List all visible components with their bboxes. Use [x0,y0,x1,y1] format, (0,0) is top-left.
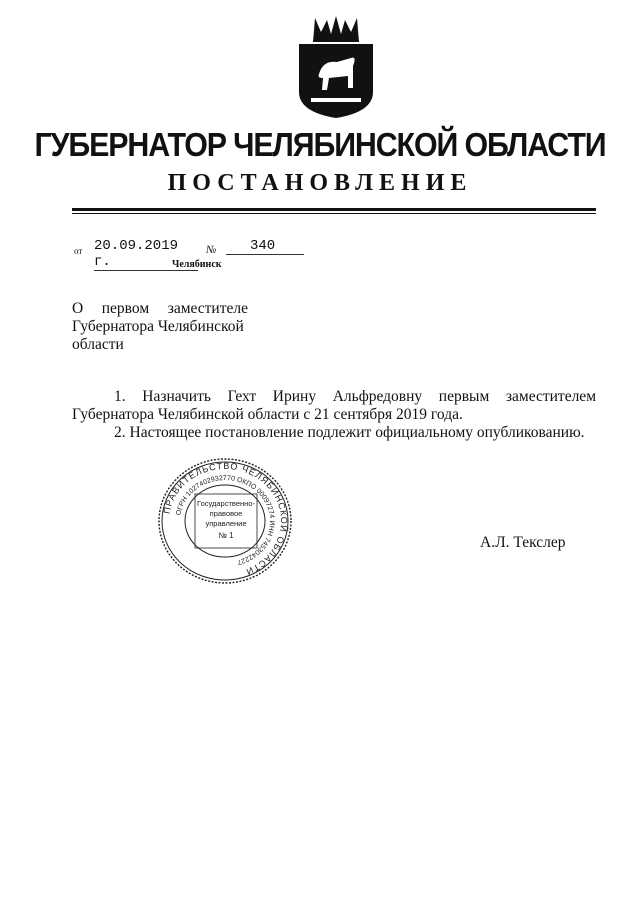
header-rule-thick [72,208,596,211]
subject-line: области [72,336,124,353]
from-label: от [74,246,83,256]
issue-city: Челябинск [172,259,222,270]
seal-inner-line: № 1 [218,531,234,540]
decree-date: 20.09.2019 г. [94,238,198,271]
seal-inner-line: управление [205,519,247,528]
decree-number: 340 [226,238,304,255]
official-seal-stamp [155,456,295,586]
seal-outer-text: ПРАВИТЕЛЬСТВО ЧЕЛЯБИНСКОЙ ОБЛАСТИ [161,460,290,578]
signatory-name: А.Л. Текслер [480,534,566,551]
seal-codes-text: ОГРН 1027402932770 ОКПО 00097274 ИНН 7453042227 [175,474,276,566]
body-paragraph-1: 1. Назначить Гехт Ирину Альфредовну первым заместителем Губернатора Челябинской области с 21 сентября 2019 года. [72,388,596,423]
decree-subject [72,300,248,354]
seal-inner-line: Государственно- [197,499,255,508]
header-rule-thin [72,213,596,214]
number-label: № [206,244,217,256]
document-type: ПОСТАНОВЛЕНИЕ [167,170,473,196]
subject-line: О первом заместителе [72,300,248,317]
body-paragraph-2: 2. Настоящее постановление подлежит официальному опубликованию. [114,424,585,441]
coat-of-arms-emblem [293,14,379,120]
subject-line: Губернатора Челябинской [72,318,244,335]
seal-inner-line: правовое [209,509,243,518]
governor-title: ГУБЕРНАТОР ЧЕЛЯБИНСКОЙ ОБЛАСТИ [34,126,606,163]
